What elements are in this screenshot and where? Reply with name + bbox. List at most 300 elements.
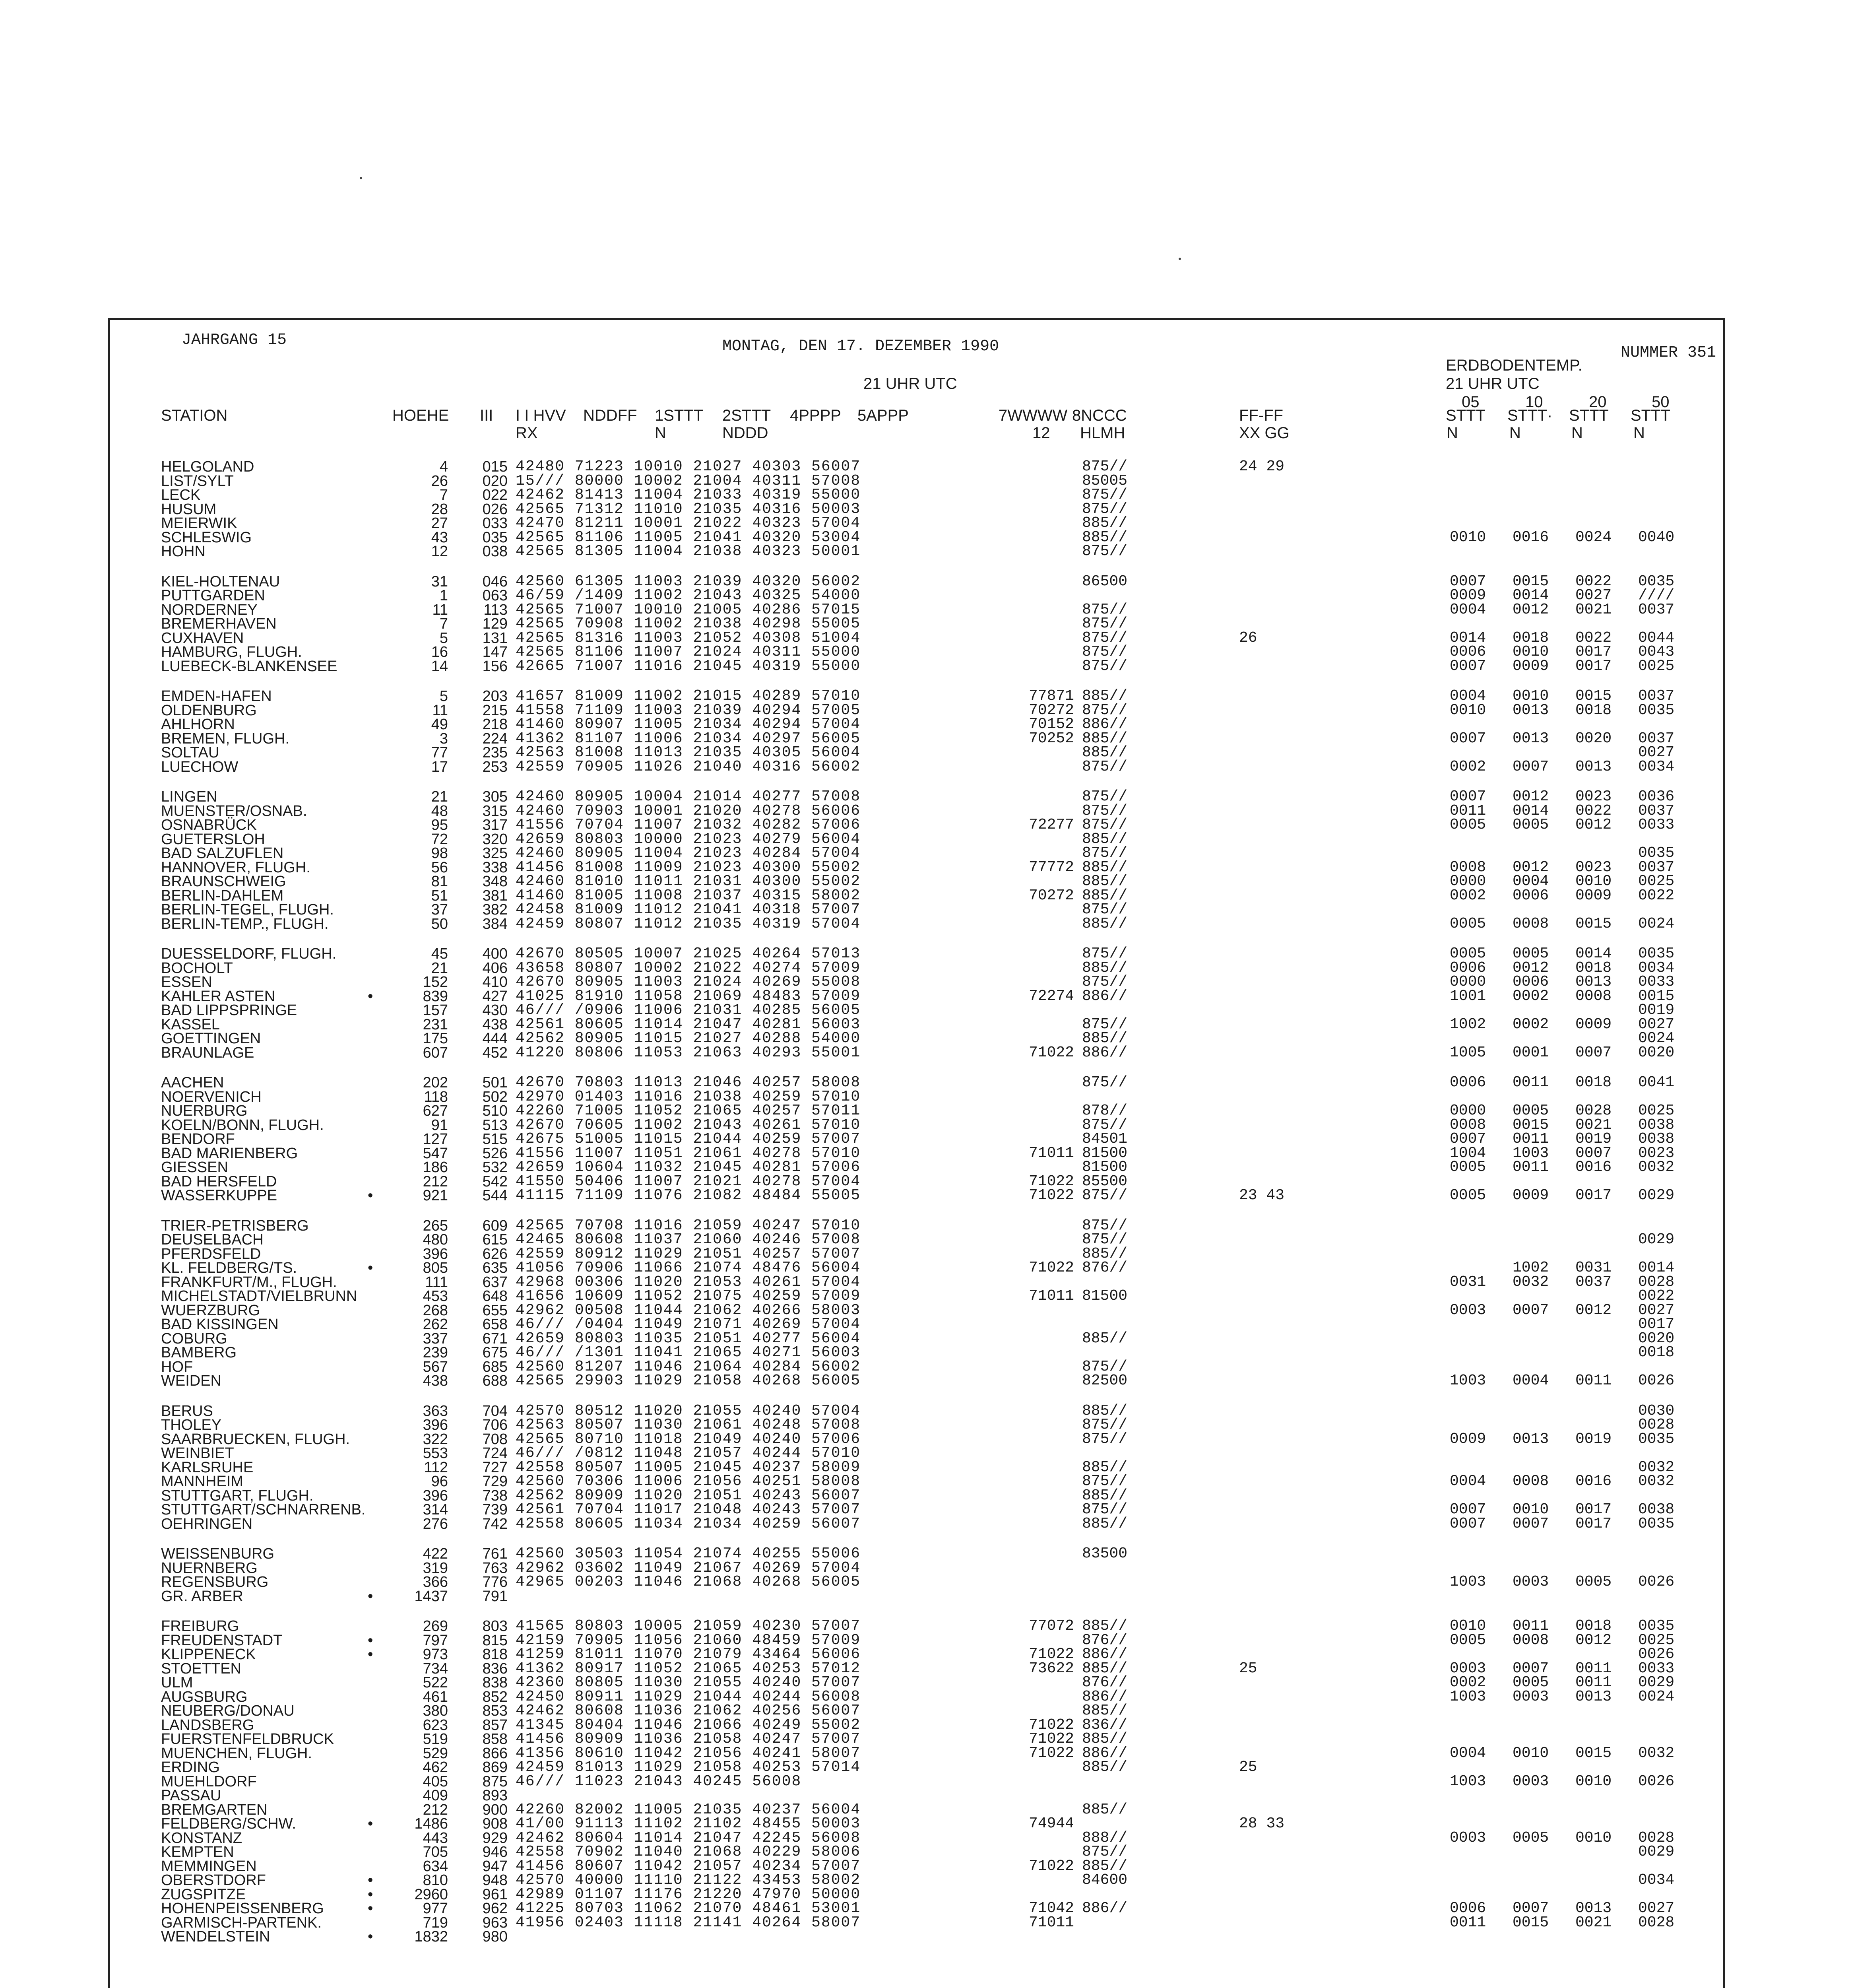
cloud-group: 875// bbox=[1082, 758, 1128, 775]
synop-groups: 42560 61305 11003 21039 40320 56002 bbox=[516, 573, 861, 590]
station-index: 430 bbox=[482, 1002, 508, 1019]
cloud-group: 885// bbox=[1082, 915, 1128, 932]
soil-temp-10: 0015 bbox=[1513, 1116, 1549, 1134]
station-row bbox=[110, 888, 1723, 903]
weather-group: 71022 bbox=[1028, 1646, 1074, 1663]
synop-groups: 41456 80607 11042 21057 40234 57007 bbox=[516, 1857, 861, 1875]
station-name: WASSERKUPPE bbox=[161, 1187, 277, 1204]
synop-groups: 42560 81207 11046 21064 40284 56002 bbox=[516, 1358, 861, 1375]
station-index: 908 bbox=[482, 1815, 508, 1832]
soil-temp-20: 0012 bbox=[1575, 1301, 1612, 1319]
station-index: 658 bbox=[482, 1316, 508, 1333]
soil-temp-50: 0036 bbox=[1638, 788, 1675, 805]
station-index: 320 bbox=[482, 831, 508, 848]
station-name: BAD SALZUFLEN bbox=[161, 845, 284, 862]
station-index: 724 bbox=[482, 1445, 508, 1462]
synop-groups: 42565 70708 11016 21059 40247 57010 bbox=[516, 1217, 861, 1234]
station-row bbox=[110, 659, 1723, 674]
station-height: 1832 bbox=[414, 1928, 448, 1945]
station-index: 836 bbox=[482, 1660, 508, 1677]
station-height: 265 bbox=[423, 1217, 448, 1234]
soil-temp-50: 0015 bbox=[1638, 987, 1675, 1005]
synop-groups: 42565 81305 11004 21038 40323 50001 bbox=[516, 543, 861, 560]
col-t05-sttt: STTT bbox=[1446, 407, 1486, 424]
soil-temp-05: 0004 bbox=[1450, 1473, 1486, 1490]
soil-temp-20: 0020 bbox=[1575, 730, 1612, 747]
cloud-group: 885// bbox=[1082, 1857, 1128, 1875]
soil-temp-50: 0026 bbox=[1638, 1646, 1675, 1663]
soil-temp-50: 0014 bbox=[1638, 1259, 1675, 1276]
station-height: 26 bbox=[431, 472, 448, 489]
station-name: KARLSRUHE bbox=[161, 1459, 254, 1476]
soil-temp-50: 0029 bbox=[1638, 1187, 1675, 1204]
weather-group: 73622 bbox=[1028, 1660, 1074, 1677]
cloud-group: 878// bbox=[1082, 1102, 1128, 1119]
station-height: 37 bbox=[431, 901, 448, 918]
col-g3: 1STTT bbox=[655, 407, 704, 424]
soil-temp-50: 0030 bbox=[1638, 1402, 1675, 1419]
station-index: 305 bbox=[482, 788, 508, 805]
soil-temp-05: 0009 bbox=[1450, 587, 1486, 604]
synop-groups: 42561 80605 11014 21047 40281 56003 bbox=[516, 1015, 861, 1033]
station-height: 553 bbox=[423, 1445, 448, 1462]
station-index: 818 bbox=[482, 1646, 508, 1663]
station-name: KLIPPENECK bbox=[161, 1646, 256, 1663]
soil-temp-20: 0019 bbox=[1575, 1430, 1612, 1448]
soil-temp-50: 0040 bbox=[1638, 528, 1675, 546]
weather-group: 71022 bbox=[1028, 1259, 1074, 1276]
synop-groups: 41456 80909 11036 21058 40247 57007 bbox=[516, 1730, 861, 1747]
station-name: HAMBURG, FLUGH. bbox=[161, 644, 302, 660]
station-index: 853 bbox=[482, 1703, 508, 1719]
station-name: BERUS bbox=[161, 1402, 213, 1419]
synop-groups: 42450 80911 11029 21044 40244 56008 bbox=[516, 1688, 861, 1705]
synop-groups: 42480 71223 10010 21027 40303 56007 bbox=[516, 458, 861, 475]
station-index: 253 bbox=[482, 758, 508, 775]
station-name: BREMEN, FLUGH. bbox=[161, 730, 290, 747]
station-height: 396 bbox=[423, 1417, 448, 1433]
station-name: TRIER-PETRISBERG bbox=[161, 1217, 309, 1234]
station-index: 648 bbox=[482, 1288, 508, 1305]
cloud-group: 875// bbox=[1082, 1501, 1128, 1518]
soil-temp-05: 1002 bbox=[1450, 1015, 1486, 1033]
soil-temp-20: 0028 bbox=[1575, 1102, 1612, 1119]
station-index: 400 bbox=[482, 945, 508, 962]
soil-temp-50: 0032 bbox=[1638, 1744, 1675, 1762]
soil-temp-10: 0003 bbox=[1513, 1688, 1549, 1705]
col-g1: I I HVV bbox=[516, 407, 566, 424]
soil-temp-50: 0037 bbox=[1638, 730, 1675, 747]
station-name: MANNHEIM bbox=[161, 1473, 243, 1490]
station-row bbox=[110, 1718, 1723, 1733]
station-index: 838 bbox=[482, 1674, 508, 1691]
station-index: 502 bbox=[482, 1088, 508, 1105]
station-height: 363 bbox=[423, 1402, 448, 1419]
station-index: 235 bbox=[482, 744, 508, 761]
soil-temp-50: 0034 bbox=[1638, 758, 1675, 775]
station-name: LECK bbox=[161, 487, 201, 503]
station-index: 513 bbox=[482, 1116, 508, 1134]
synop-groups: 42670 80905 11003 21024 40269 55008 bbox=[516, 973, 861, 990]
station-row bbox=[110, 1232, 1723, 1247]
station-row bbox=[110, 1859, 1723, 1874]
station-name: PFERDSFELD bbox=[161, 1245, 261, 1262]
soil-temp-50: 0034 bbox=[1638, 959, 1675, 977]
soil-temp-10: 0014 bbox=[1513, 802, 1549, 819]
station-row bbox=[110, 1844, 1723, 1860]
cloud-group: 875// bbox=[1082, 1473, 1128, 1490]
station-name: SOLTAU bbox=[161, 744, 219, 761]
station-row bbox=[110, 1188, 1723, 1203]
cloud-group: 875// bbox=[1082, 543, 1128, 560]
soil-temp-05: 0002 bbox=[1450, 758, 1486, 775]
mountain-marker: • bbox=[368, 1900, 373, 1917]
station-index: 382 bbox=[482, 901, 508, 918]
station-index: 929 bbox=[482, 1829, 508, 1846]
mountain-marker: • bbox=[368, 1632, 373, 1649]
synop-groups: 42560 70306 11006 21056 40251 58008 bbox=[516, 1473, 861, 1490]
station-index: 626 bbox=[482, 1245, 508, 1262]
soil-temp-05: 0005 bbox=[1450, 945, 1486, 962]
station-name: OBERSTDORF bbox=[161, 1872, 266, 1889]
synop-groups: 42565 70908 11002 21038 40298 55005 bbox=[516, 615, 861, 632]
station-row bbox=[110, 1218, 1723, 1233]
station-name: FREIBURG bbox=[161, 1618, 239, 1635]
depth-05: 05 bbox=[1462, 393, 1480, 411]
utc-label: 21 UHR UTC bbox=[863, 375, 957, 392]
col-g1-sub: RX bbox=[516, 424, 538, 442]
soil-temp-50: 0027 bbox=[1638, 1015, 1675, 1033]
soil-temp-20: 0017 bbox=[1575, 1501, 1612, 1518]
station-height: 380 bbox=[423, 1703, 448, 1719]
station-name: LANDSBERG bbox=[161, 1716, 254, 1734]
station-height: 118 bbox=[424, 1088, 448, 1105]
cloud-group: 885// bbox=[1082, 1730, 1128, 1747]
col-iii: III bbox=[480, 407, 493, 424]
station-name: HELGOLAND bbox=[161, 458, 254, 475]
station-index: 348 bbox=[482, 873, 508, 890]
soil-temp-50: 0027 bbox=[1638, 1301, 1675, 1319]
synop-groups: 42665 71007 11016 21045 40319 55000 bbox=[516, 657, 861, 675]
station-name: BAD MARIENBERG bbox=[161, 1145, 298, 1162]
soil-temp-05: 1003 bbox=[1450, 1372, 1486, 1389]
synop-groups: 41/00 91113 11102 21102 48455 50003 bbox=[516, 1815, 861, 1832]
cloud-group: 885// bbox=[1082, 744, 1128, 761]
synop-groups: 41956 02403 11118 21141 40264 58007 bbox=[516, 1914, 861, 1931]
station-name: BAD KISSINGEN bbox=[161, 1316, 279, 1333]
station-height: 202 bbox=[423, 1074, 448, 1091]
station-row bbox=[110, 544, 1723, 559]
cloud-group: 885// bbox=[1082, 528, 1128, 546]
station-index: 635 bbox=[482, 1260, 508, 1276]
station-name: GR. ARBER bbox=[161, 1588, 243, 1605]
station-height: 719 bbox=[423, 1914, 448, 1931]
station-name: AHLHORN bbox=[161, 716, 235, 733]
synop-groups: 46/// /1301 11041 21065 40271 56003 bbox=[516, 1344, 861, 1361]
report-table-frame bbox=[108, 318, 1725, 1988]
soil-temp-50: 0025 bbox=[1638, 1102, 1675, 1119]
station-height: 112 bbox=[424, 1459, 448, 1476]
soil-temp-50: 0019 bbox=[1638, 1002, 1675, 1019]
station-name: REGENSBURG bbox=[161, 1574, 269, 1590]
cloud-group: 83500 bbox=[1082, 1545, 1128, 1562]
station-row bbox=[110, 1589, 1723, 1604]
cloud-group: 875// bbox=[1082, 601, 1128, 618]
cloud-group: 886// bbox=[1082, 1688, 1128, 1705]
station-name: DUESSELDORF, FLUGH. bbox=[161, 945, 337, 962]
station-index: 113 bbox=[483, 601, 508, 618]
soil-temp-20: 0005 bbox=[1575, 1573, 1612, 1590]
soil-temp-50: 0027 bbox=[1638, 744, 1675, 761]
synop-groups: 42558 80605 11034 21034 40259 56007 bbox=[516, 1515, 861, 1532]
synop-groups: 42962 00508 11044 21062 40266 58003 bbox=[516, 1301, 861, 1319]
col-ff-sub: XX GG bbox=[1239, 424, 1290, 442]
station-height: 314 bbox=[423, 1501, 448, 1518]
soil-temp-50: 0029 bbox=[1638, 1674, 1675, 1691]
soil-temp-title: ERDBODENTEMP. bbox=[1446, 357, 1582, 374]
station-index: 510 bbox=[482, 1103, 508, 1119]
station-height: 462 bbox=[423, 1759, 448, 1776]
soil-temp-05: 0004 bbox=[1450, 687, 1486, 705]
station-name: BAD HERSFELD bbox=[161, 1173, 277, 1190]
synop-groups: 42462 80604 11014 21047 42245 56008 bbox=[516, 1829, 861, 1846]
soil-temp-50: 0032 bbox=[1638, 1159, 1675, 1176]
station-index: 325 bbox=[482, 845, 508, 862]
station-index: 727 bbox=[482, 1459, 508, 1476]
weather-group: 77772 bbox=[1028, 858, 1074, 876]
station-height: 2960 bbox=[414, 1886, 448, 1903]
mountain-marker: • bbox=[368, 1260, 373, 1276]
station-name: GIESSEN bbox=[161, 1159, 228, 1176]
station-index: 704 bbox=[482, 1402, 508, 1419]
station-index: 675 bbox=[482, 1344, 508, 1361]
soil-temp-20: 0012 bbox=[1575, 816, 1612, 833]
station-height: 96 bbox=[431, 1473, 448, 1490]
soil-temp-10: 0009 bbox=[1513, 1187, 1549, 1204]
synop-groups: 41115 71109 11076 21082 48484 55005 bbox=[516, 1187, 861, 1204]
station-index: 020 bbox=[482, 472, 508, 489]
soil-temp-20: 0009 bbox=[1575, 887, 1612, 904]
station-row bbox=[110, 1516, 1723, 1532]
station-height: 4 bbox=[439, 458, 448, 475]
cloud-group: 885// bbox=[1082, 873, 1128, 890]
depth-50: 50 bbox=[1652, 393, 1670, 411]
station-row bbox=[110, 1574, 1723, 1590]
station-height: 443 bbox=[423, 1829, 448, 1846]
soil-temp-50: 0035 bbox=[1638, 573, 1675, 590]
station-index: 038 bbox=[482, 543, 508, 560]
soil-temp-05: 0007 bbox=[1450, 657, 1486, 675]
station-index: 947 bbox=[482, 1858, 508, 1875]
col-g6: 5APPP bbox=[857, 407, 909, 424]
station-name: MUENCHEN, FLUGH. bbox=[161, 1745, 312, 1762]
weather-group: 71022 bbox=[1028, 1044, 1074, 1061]
station-row bbox=[110, 1788, 1723, 1803]
station-index: 203 bbox=[482, 688, 508, 705]
synop-groups: 42465 80608 11037 21060 40246 57008 bbox=[516, 1231, 861, 1248]
soil-temp-10: 0013 bbox=[1513, 701, 1549, 719]
synop-groups: 42565 71312 11010 21035 40316 50003 bbox=[516, 500, 861, 518]
soil-temp-10: 0004 bbox=[1513, 873, 1549, 890]
soil-temp-10: 0004 bbox=[1513, 1372, 1549, 1389]
station-name: WUERZBURG bbox=[161, 1302, 260, 1319]
station-height: 45 bbox=[431, 945, 448, 962]
soil-temp-05: 0007 bbox=[1450, 1501, 1486, 1518]
cloud-group: 875// bbox=[1082, 945, 1128, 962]
soil-temp-20: 0024 bbox=[1575, 528, 1612, 546]
soil-temp-20: 0011 bbox=[1575, 1674, 1612, 1691]
soil-temp-20: 0022 bbox=[1575, 573, 1612, 590]
soil-temp-20: 0021 bbox=[1575, 1116, 1612, 1134]
station-name: PUTTGARDEN bbox=[161, 587, 265, 604]
soil-temp-50: 0038 bbox=[1638, 1501, 1675, 1518]
synop-groups: 42570 40000 11110 21122 43453 58002 bbox=[516, 1872, 861, 1889]
soil-temp-10: 1002 bbox=[1513, 1259, 1549, 1276]
cloud-group: 885// bbox=[1082, 687, 1128, 705]
station-row bbox=[110, 1045, 1723, 1060]
cloud-group: 875// bbox=[1082, 1231, 1128, 1248]
cloud-group: 875// bbox=[1082, 1358, 1128, 1375]
station-name: AUGSBURG bbox=[161, 1688, 248, 1705]
soil-temp-05: 0007 bbox=[1450, 788, 1486, 805]
station-row bbox=[110, 1075, 1723, 1090]
synop-groups: 42968 00306 11020 21053 40261 57004 bbox=[516, 1273, 861, 1291]
soil-temp-20: 0011 bbox=[1575, 1372, 1612, 1389]
soil-temp-50: 0029 bbox=[1638, 1843, 1675, 1860]
station-row bbox=[110, 1373, 1723, 1388]
station-row bbox=[110, 1929, 1723, 1944]
station-name: LUECHOW bbox=[161, 758, 239, 775]
station-height: 409 bbox=[423, 1787, 448, 1804]
soil-temp-10: 0005 bbox=[1513, 1674, 1549, 1691]
synop-groups: 42989 01107 11176 21220 47970 50000 bbox=[516, 1885, 861, 1903]
synop-groups: 42565 81106 11007 21024 40311 55000 bbox=[516, 643, 861, 660]
station-name: BAMBERG bbox=[161, 1344, 237, 1361]
station-row bbox=[110, 1432, 1723, 1447]
col-t05-n: N bbox=[1447, 424, 1458, 442]
station-name: KEMPTEN bbox=[161, 1844, 234, 1860]
cloud-group: 885// bbox=[1082, 1515, 1128, 1532]
station-index: 791 bbox=[482, 1588, 508, 1605]
soil-temp-50: 0017 bbox=[1638, 1316, 1675, 1333]
synop-groups: 42159 70905 11056 21060 48459 57009 bbox=[516, 1631, 861, 1649]
weather-group: 71042 bbox=[1028, 1900, 1074, 1917]
soil-temp-50: 0038 bbox=[1638, 1116, 1675, 1134]
synop-groups: 41565 80803 10005 21059 40230 57007 bbox=[516, 1617, 861, 1635]
synop-groups: 42462 81413 11004 21033 40319 55000 bbox=[516, 486, 861, 503]
station-height: 973 bbox=[423, 1646, 448, 1663]
soil-temp-05: 0007 bbox=[1450, 1515, 1486, 1532]
station-height: 21 bbox=[431, 788, 448, 805]
station-height: 839 bbox=[423, 988, 448, 1005]
station-height: 634 bbox=[423, 1858, 448, 1875]
station-height: 461 bbox=[423, 1688, 448, 1705]
soil-temp-50: 0033 bbox=[1638, 973, 1675, 990]
soil-temp-10: 0032 bbox=[1513, 1273, 1549, 1291]
soil-temp-20: 0008 bbox=[1575, 987, 1612, 1005]
cloud-group: 885// bbox=[1082, 1759, 1128, 1776]
station-height: 111 bbox=[425, 1274, 448, 1291]
station-index: 501 bbox=[482, 1074, 508, 1091]
station-row bbox=[110, 1446, 1723, 1461]
soil-temp-10: 0009 bbox=[1513, 657, 1549, 675]
synop-groups: 42670 80505 10007 21025 40264 57013 bbox=[516, 945, 861, 962]
soil-temp-05: 0006 bbox=[1450, 959, 1486, 977]
soil-temp-05: 1003 bbox=[1450, 1773, 1486, 1790]
soil-temp-20: 0018 bbox=[1575, 701, 1612, 719]
synop-groups: 41657 81009 11002 21015 40289 57010 bbox=[516, 687, 861, 705]
station-index: 224 bbox=[482, 730, 508, 747]
cloud-group: 875// bbox=[1082, 629, 1128, 646]
soil-temp-50: 0033 bbox=[1638, 1660, 1675, 1677]
cloud-group: 888// bbox=[1082, 1829, 1128, 1846]
weather-group: 72277 bbox=[1028, 816, 1074, 833]
station-height: 705 bbox=[423, 1844, 448, 1860]
scan-speck bbox=[360, 177, 362, 179]
station-height: 186 bbox=[423, 1159, 448, 1176]
col-t50-sttt: STTT bbox=[1631, 407, 1670, 424]
soil-temp-10: 0010 bbox=[1513, 687, 1549, 705]
station-name: FREUDENSTADT bbox=[161, 1632, 283, 1649]
station-height: 797 bbox=[423, 1632, 448, 1649]
synop-groups: 41345 80404 11046 21066 40249 55002 bbox=[516, 1716, 861, 1734]
wind-gust: 23 43 bbox=[1239, 1187, 1285, 1204]
wind-gust: 25 bbox=[1239, 1759, 1257, 1776]
soil-temp-20: 0007 bbox=[1575, 1144, 1612, 1162]
station-name: KOELN/BONN, FLUGH. bbox=[161, 1116, 324, 1134]
wind-gust: 28 33 bbox=[1239, 1815, 1285, 1832]
cloud-group: 886// bbox=[1082, 1044, 1128, 1061]
station-name: OEHRINGEN bbox=[161, 1515, 253, 1532]
weather-group: 70252 bbox=[1028, 730, 1074, 747]
station-index: 866 bbox=[482, 1745, 508, 1762]
station-index: 738 bbox=[482, 1487, 508, 1504]
station-index: 615 bbox=[482, 1231, 508, 1248]
cloud-group: 876// bbox=[1082, 1631, 1128, 1649]
weather-group: 71022 bbox=[1028, 1730, 1074, 1747]
soil-temp-10: 1003 bbox=[1513, 1144, 1549, 1162]
soil-temp-50: 0043 bbox=[1638, 643, 1675, 660]
station-index: 857 bbox=[482, 1716, 508, 1734]
soil-temp-10: 0007 bbox=[1513, 1660, 1549, 1677]
soil-temp-10: 0007 bbox=[1513, 1301, 1549, 1319]
synop-groups: 42558 70902 11040 21068 40229 58006 bbox=[516, 1843, 861, 1860]
soil-temp-20: 0010 bbox=[1575, 873, 1612, 890]
station-row bbox=[110, 1689, 1723, 1705]
station-row bbox=[110, 1246, 1723, 1262]
soil-temp-10: 0011 bbox=[1513, 1159, 1549, 1176]
station-name: KL. FELDBERG/TS. bbox=[161, 1260, 297, 1276]
synop-groups: 42460 81010 11011 21031 40300 55002 bbox=[516, 873, 861, 890]
cloud-group: 875// bbox=[1082, 788, 1128, 805]
synop-groups: 42563 81008 11013 21035 40305 56004 bbox=[516, 744, 861, 761]
soil-temp-20: 0018 bbox=[1575, 1617, 1612, 1635]
station-row bbox=[110, 916, 1723, 932]
station-row bbox=[110, 474, 1723, 489]
synop-groups: 42460 80905 11004 21023 40284 57004 bbox=[516, 845, 861, 862]
cloud-group: 84501 bbox=[1082, 1130, 1128, 1147]
soil-temp-20: 0018 bbox=[1575, 959, 1612, 977]
soil-temp-20: 0023 bbox=[1575, 858, 1612, 876]
soil-temp-20: 0013 bbox=[1575, 973, 1612, 990]
col-t10-n: N bbox=[1509, 424, 1521, 442]
station-height: 231 bbox=[423, 1016, 448, 1033]
station-name: ERDING bbox=[161, 1759, 220, 1776]
soil-temp-10: 0003 bbox=[1513, 1573, 1549, 1590]
synop-groups: 42659 10604 11032 21045 40281 57006 bbox=[516, 1159, 861, 1176]
soil-temp-20: 0022 bbox=[1575, 629, 1612, 646]
station-name: FELDBERG/SCHW. bbox=[161, 1815, 296, 1832]
